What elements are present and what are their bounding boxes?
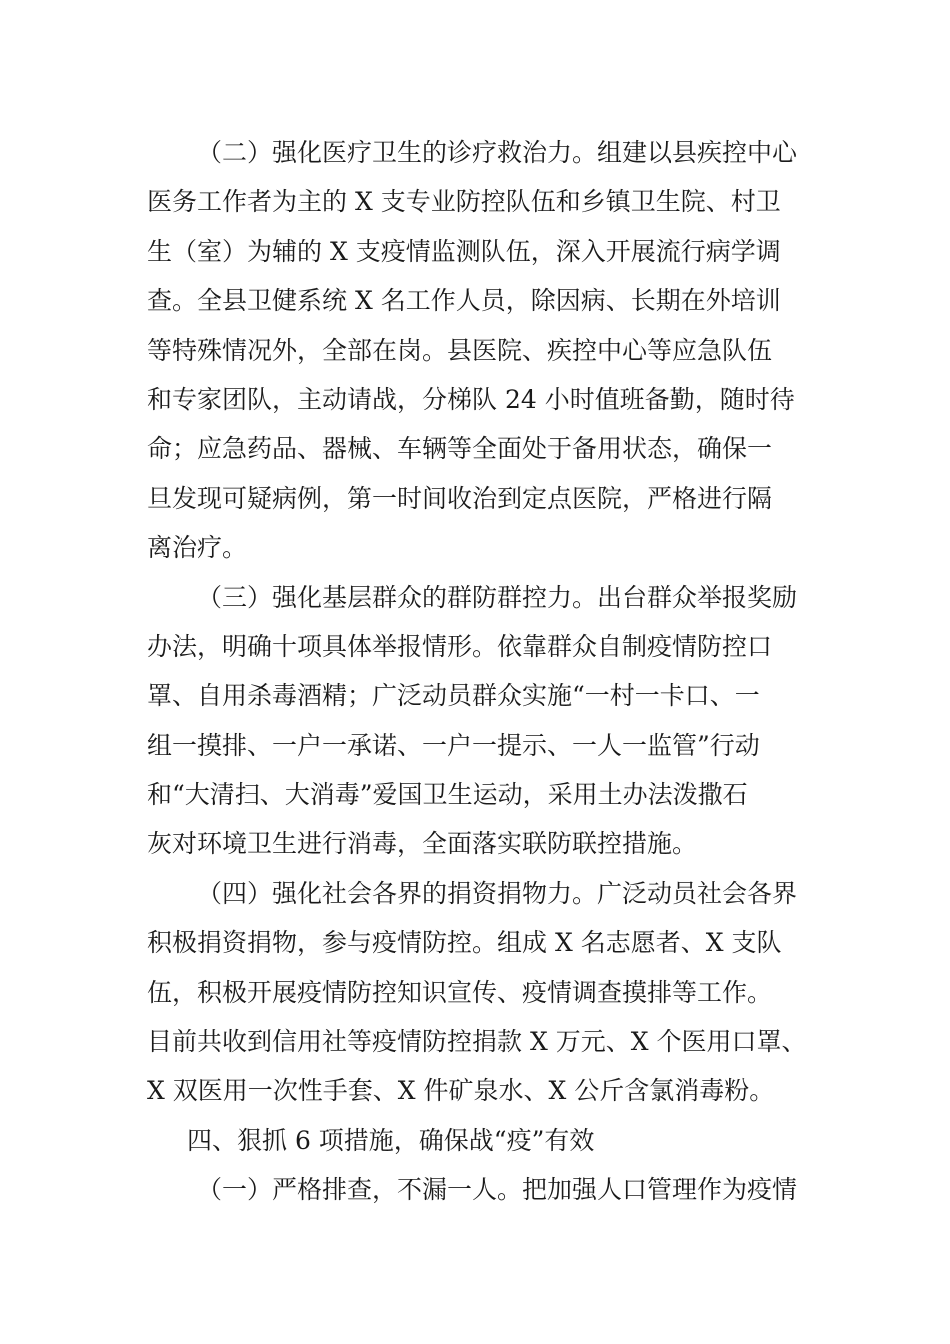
paragraph-4-line-3: 伍，积极开展疫情防控知识宣传、疫情调查摸排等工作。 — [147, 977, 773, 1007]
paragraph-3-line-4: 组一摸排、一户一承诺、一户一提示、一人一监管”行动 — [147, 730, 760, 760]
paragraph-2-line-2: 医务工作者为主的 X 支专业防控队伍和乡镇卫生院、村卫 — [147, 187, 781, 217]
paragraph-3-line-2: 办法，明确十项具体举报情形。依靠群众自制疫情防控口 — [147, 631, 773, 661]
paragraph-2-line-4: 查。全县卫健系统 X 名工作人员，除因病、长期在外培训 — [147, 286, 781, 316]
paragraph-4-line-4: 目前共收到信用社等疫情防控捐款 X 万元、X 个医用口罩、 — [147, 1027, 807, 1057]
paragraph-3-line-3: 罩、自用杀毒酒精；广泛动员群众实施“一村一卡口、一 — [147, 681, 760, 711]
paragraph-2-line-5: 等特殊情况外，全部在岗。县医院、疾控中心等应急队伍 — [147, 335, 773, 365]
paragraph-3-line-1: （三）强化基层群众的群防群控力。出台群众举报奖励 — [197, 582, 798, 612]
paragraph-3-line-5: 和“大清扫、大消毒”爱国卫生运动，采用土办法泼撒石 — [147, 780, 748, 810]
section-heading: 四、狠抓 6 项措施，确保战“疫”有效 — [187, 1125, 595, 1155]
paragraph-2-line-6: 和专家团队，主动请战，分梯队 24 小时值班备勤，随时待 — [147, 384, 795, 414]
paragraph-2-line-9: 离治疗。 — [147, 533, 248, 563]
paragraph-2-line-3: 生（室）为辅的 X 支疫情监测队伍，深入开展流行病学调 — [147, 236, 781, 266]
paragraph-4-line-1: （四）强化社会各界的捐资捐物力。广泛动员社会各界 — [197, 878, 798, 908]
paragraph-4-line-5: X 双医用一次性手套、X 件矿泉水、X 公斤含氯消毒粉。 — [147, 1076, 775, 1106]
paragraph-2-line-7: 命；应急药品、器械、车辆等全面处于备用状态，确保一 — [147, 434, 773, 464]
document-body — [147, 128, 827, 1215]
paragraph-2-line-8: 旦发现可疑病例，第一时间收治到定点医院，严格进行隔 — [147, 483, 773, 513]
paragraph-4-line-2: 积极捐资捐物，参与疫情防控。组成 X 名志愿者、X 支队 — [147, 928, 782, 958]
paragraph-5-line-1: （一）严格排查，不漏一人。把加强人口管理作为疫情 — [197, 1175, 798, 1205]
paragraph-3-line-6: 灰对环境卫生进行消毒，全面落实联防联控措施。 — [147, 829, 698, 859]
paragraph-2-line-1: （二）强化医疗卫生的诊疗救治力。组建以县疾控中心 — [197, 138, 798, 167]
